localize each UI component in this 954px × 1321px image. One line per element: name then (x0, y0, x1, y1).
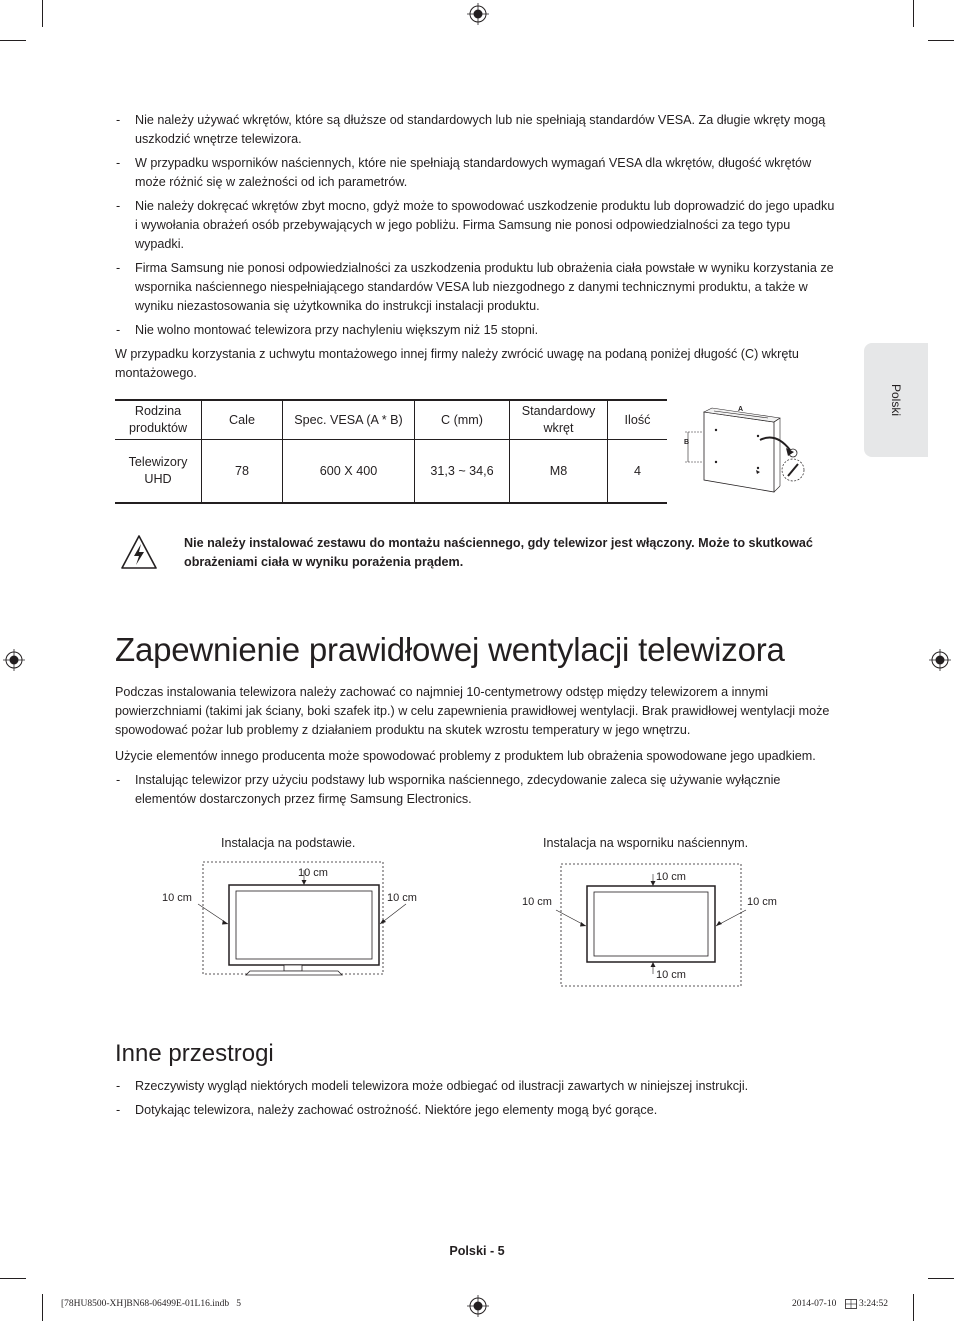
table-cell: 78 (202, 440, 283, 504)
crop-mark (42, 0, 43, 27)
vesa-note: - W przypadku wsporników naściennych, które nie spełniają standardowych wymagań VESA dla wkrętów, długość wkrętów może różnić się w zależności od ich parametrów. (116, 154, 836, 192)
precaution-note-text: Rzeczywisty wygląd niektórych modeli telewizora może odbiegać od ilustracji zawartych w niniejszej instrukcji. (135, 1079, 749, 1093)
crop-mark (913, 1294, 914, 1321)
slug-date: 2014-07-10 (792, 1299, 837, 1309)
clock-glyph-icon (845, 1299, 857, 1309)
ventilation-paragraph: Podczas instalowania telewizora należy zachować co najmniej 10-centymetrowy odstęp między telewizorem a innymi powierzchniami (takimi jak ściany, boki szafek itp.) w celu zapewnienia prawidłowej wentylacji. Brak prawidłowej wentylacji może spowodować pożar lub problemy z działaniem produktu na skutek wzrostu temperatury w jego wnętrzu. (115, 685, 830, 737)
crop-mark (0, 1278, 26, 1279)
vesa-note: - Firma Samsung nie ponosi odpowiedzialności za uszkodzenia produktu lub obrażenia ciała powstałe w wyniku korzystania ze wspornika naściennego niespełniającego standardów VESA lub niezgodnego z danymi technicznymi produktu, a także w wyniku niezastosowania się użytkownika do instrukcji instalacji produktu. (116, 259, 836, 316)
stand-right-clearance: 10 cm (387, 892, 417, 904)
table-row (115, 440, 667, 504)
ventilation-paragraph: Użycie elementów innego producenta może spowodować problemy z produktem lub obrażenia spowodowane jego upadkiem. (115, 749, 816, 763)
wall-bottom-clearance: 10 cm (656, 969, 686, 981)
crop-mark (913, 0, 914, 27)
ventilation-note-text: Instalując telewizor przy użyciu podstawy lub wspornika naściennego, zdecydowanie zaleca się używanie wyłącznie elementów dostarczonych przez firmę Samsung Electronics. (135, 773, 781, 806)
crop-mark (928, 40, 954, 41)
stand-diagram-title: Instalacja na podstawie. (221, 836, 356, 850)
section-title: Zapewnienie prawidłowej wentylacji telewizora (115, 631, 785, 668)
wall-mount-diagram (680, 400, 815, 495)
file-slug: [78HU8500-XH]BN68-06499E-01L16.indb 5 (61, 1299, 241, 1309)
vesa-note-text: Nie wolno montować telewizora przy nachyleniu większym niż 15 stopni. (135, 323, 539, 337)
vesa-note-text: Firma Samsung nie ponosi odpowiedzialności za uszkodzenia produktu lub obrażenia ciała powstałe w wyniku korzystania ze wspornika naściennego niespełniającego standardów VESA lub niezgodnego z danymi technicznymi produktu, a także w wyniku niezastosowania się użytkownika do instrukcji instalacji produktu. (135, 261, 834, 313)
crop-mark (42, 1294, 43, 1321)
registration-mark-icon (467, 3, 489, 25)
table-header: Ilość (608, 400, 668, 440)
table-header: Cale (202, 400, 283, 440)
wall-right-clearance: 10 cm (747, 896, 777, 908)
crop-mark (928, 1278, 954, 1279)
bracket-note: W przypadku korzystania z uchwytu montażowego innej firmy należy zwrócić uwagę na podaną poniżej długość (C) wkrętu montażowego. (115, 347, 799, 380)
stand-installation-diagram (150, 858, 440, 980)
table-header: Rodzina produktów (115, 400, 202, 440)
registration-mark-icon (467, 1295, 489, 1317)
stand-left-clearance: 10 cm (162, 892, 192, 904)
electric-warning-text: Nie należy instalować zestawu do montażu naściennego, gdy telewizor jest włączony. Może to skutkować obrażeniami ciała w wyniku porażenia prądem. (184, 536, 813, 569)
vesa-note: - Nie należy dokręcać wkrętów zbyt mocno, gdyż może to spowodować uszkodzenie produktu lub doprowadzić do jego upadku i wywołania obrażeń osób przebywających w jego pobliżu. Firma Samsung nie ponosi odpowiedzialności za tego typu wypadki. (116, 197, 836, 254)
table-cell: 600 X 400 (283, 440, 415, 504)
vesa-note: - Nie wolno montować telewizora przy nachyleniu większym niż 15 stopni. (116, 321, 836, 340)
table-header-row (115, 400, 667, 440)
dimension-b-label: B (684, 439, 690, 446)
stand-top-clearance: 10 cm (298, 867, 328, 879)
table-header: Standardowy wkręt (510, 400, 608, 440)
crop-mark (0, 40, 26, 41)
subsection-title: Inne przestrogi (115, 1040, 274, 1067)
page-number: Polski - 5 (449, 1244, 505, 1258)
slug-time: 3:24:52 (859, 1299, 889, 1309)
table-header: Spec. VESA (A * B) (283, 400, 415, 440)
wall-installation-diagram (510, 858, 800, 990)
wall-top-clearance: 10 cm (656, 871, 686, 883)
electric-warning-icon (120, 534, 158, 570)
precaution-note: - Rzeczywisty wygląd niektórych modeli telewizora może odbiegać od ilustracji zawartych w niniejszej instrukcji. (116, 1077, 836, 1096)
vesa-note: - Nie należy używać wkrętów, które są dłuższe od standardowych lub nie spełniają standardów VESA. Za długie wkręty mogą uszkodzić wnętrze telewizora. (116, 111, 836, 149)
precaution-note-text: Dotykając telewizora, należy zachować ostrożność. Niektóre jego elementy mogą być gorące. (135, 1103, 658, 1117)
wall-diagram-title: Instalacja na wsporniku naściennym. (543, 836, 749, 850)
table-header: C (mm) (415, 400, 510, 440)
vesa-note-text: Nie należy używać wkrętów, które są dłuższe od standardowych lub nie spełniają standardów VESA. Za długie wkręty mogą uszkodzić wnętrze telewizora. (135, 113, 826, 146)
language-tab (864, 343, 928, 457)
registration-mark-icon (929, 649, 951, 671)
table-cell: Telewizory UHD (115, 440, 202, 504)
precaution-note: - Dotykając telewizora, należy zachować ostrożność. Niektóre jego elementy mogą być gorące. (116, 1101, 836, 1120)
vesa-note-text: W przypadku wsporników naściennych, które nie spełniają standardowych wymagań VESA dla wkrętów, długość wkrętów może różnić się w zależności od ich parametrów. (135, 156, 812, 189)
wall-left-clearance: 10 cm (522, 896, 552, 908)
vesa-spec-table (115, 399, 667, 504)
vesa-note-text: Nie należy dokręcać wkrętów zbyt mocno, gdyż może to spowodować uszkodzenie produktu lub doprowadzić do jego upadku i wywołania obrażeń osób przebywających w jego pobliżu. Firma Samsung nie ponosi odpowiedzialności za tego typu wypadki. (135, 199, 835, 251)
dimension-a-label: A (738, 406, 744, 413)
language-tab-label: Polski (889, 383, 903, 417)
table-cell: M8 (510, 440, 608, 504)
ventilation-note: - Instalując telewizor przy użyciu podstawy lub wspornika naściennego, zdecydowanie zaleca się używanie wyłącznie elementów dostarczonych przez firmę Samsung Electronics. (116, 771, 836, 809)
table-cell: 4 (608, 440, 668, 504)
table-cell: 31,3 ~ 34,6 (415, 440, 510, 504)
registration-mark-icon (3, 649, 25, 671)
